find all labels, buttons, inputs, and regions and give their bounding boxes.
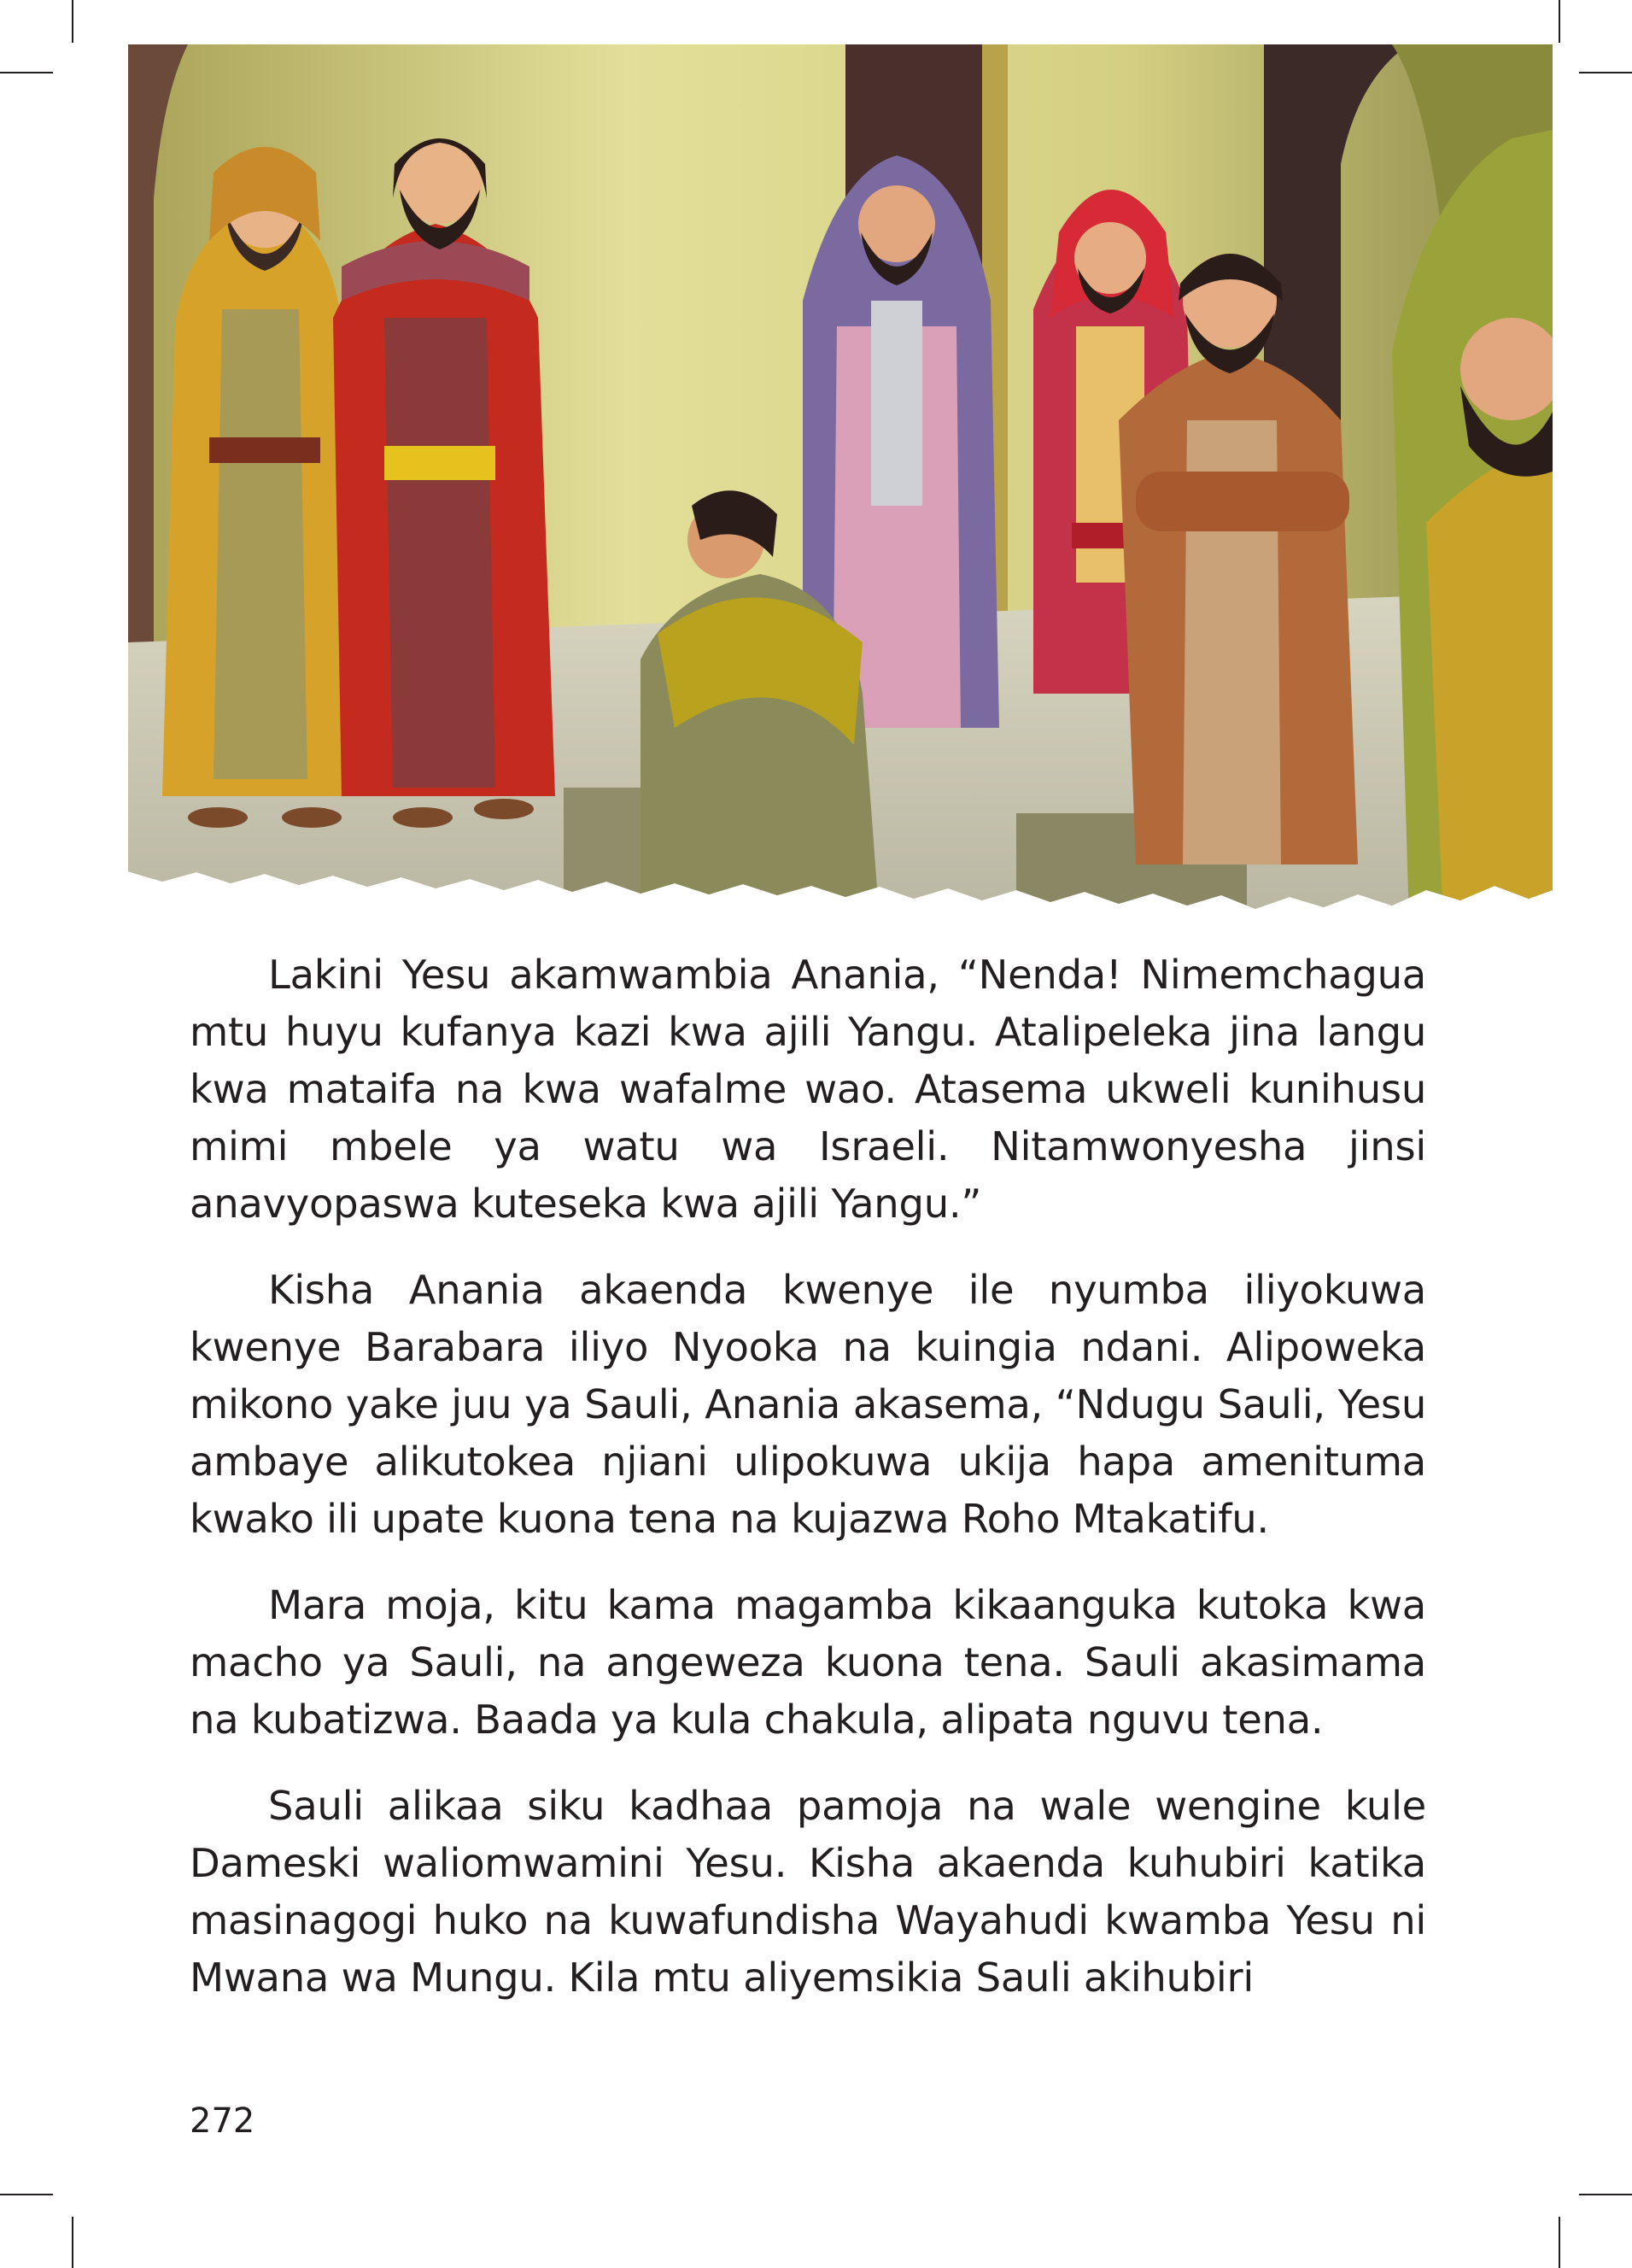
- crop-mark-top-left-v: [72, 0, 73, 43]
- paragraph-3: Mara moja, kitu kama magamba kikaanguka kutoka kwa macho ya Sauli, na angeweza kuona tena. Sauli akasimama na kubatizwa. Baada ya kula chakula, alipata nguvu tena.: [190, 1582, 1426, 1743]
- paragraph-4: Sauli alikaa siku kadhaa pamoja na wale wengine kule Dameski waliomwamini Yesu. Kisha akaenda kuhubiri katika masinagogi huko na kuwafundisha Wayahudi kwamba Yesu ni Mwana wa Mungu. Kila mtu aliyemsikia Sauli akihubiri: [190, 1783, 1426, 2001]
- crop-mark-bottom-left-h: [0, 2194, 53, 2195]
- crop-mark-bottom-right-v: [1559, 2217, 1560, 2268]
- crop-mark-bottom-right-h: [1579, 2194, 1632, 2195]
- crop-mark-top-left-h: [0, 72, 53, 73]
- story-illustration: [128, 44, 1553, 923]
- paragraph-1: Lakini Yesu akamwambia Anania, “Nenda! Nimemchagua mtu huyu kufanya kazi kwa ajili Yangu. Atalipeleka jina langu kwa mataifa na kwa wafalme wao. Atasema ukweli kunihusu mimi mbele ya watu wa Israeli. Nitamwonyesha jinsi anavyopaswa kuteseka kwa ajili Yangu.”: [190, 952, 1426, 1227]
- story-text: [190, 946, 1426, 2036]
- paragraph-2: Kisha Anania akaenda kwenye ile nyumba iliyokuwa kwenye Barabara iliyo Nyooka na kuingia ndani. Alipoweka mikono yake juu ya Sauli, Anania akasema, “Ndugu Sauli, Yesu ambaye alikutokea njiani ulipokuwa ukija hapa amenituma kwako ili upate kuona tena na kujazwa Roho Mtakatifu.: [190, 1267, 1426, 1542]
- crop-mark-top-right-v: [1559, 0, 1560, 43]
- crop-mark-top-right-h: [1579, 72, 1632, 73]
- crop-mark-bottom-left-v: [72, 2217, 73, 2268]
- page-number: 272: [190, 2101, 255, 2141]
